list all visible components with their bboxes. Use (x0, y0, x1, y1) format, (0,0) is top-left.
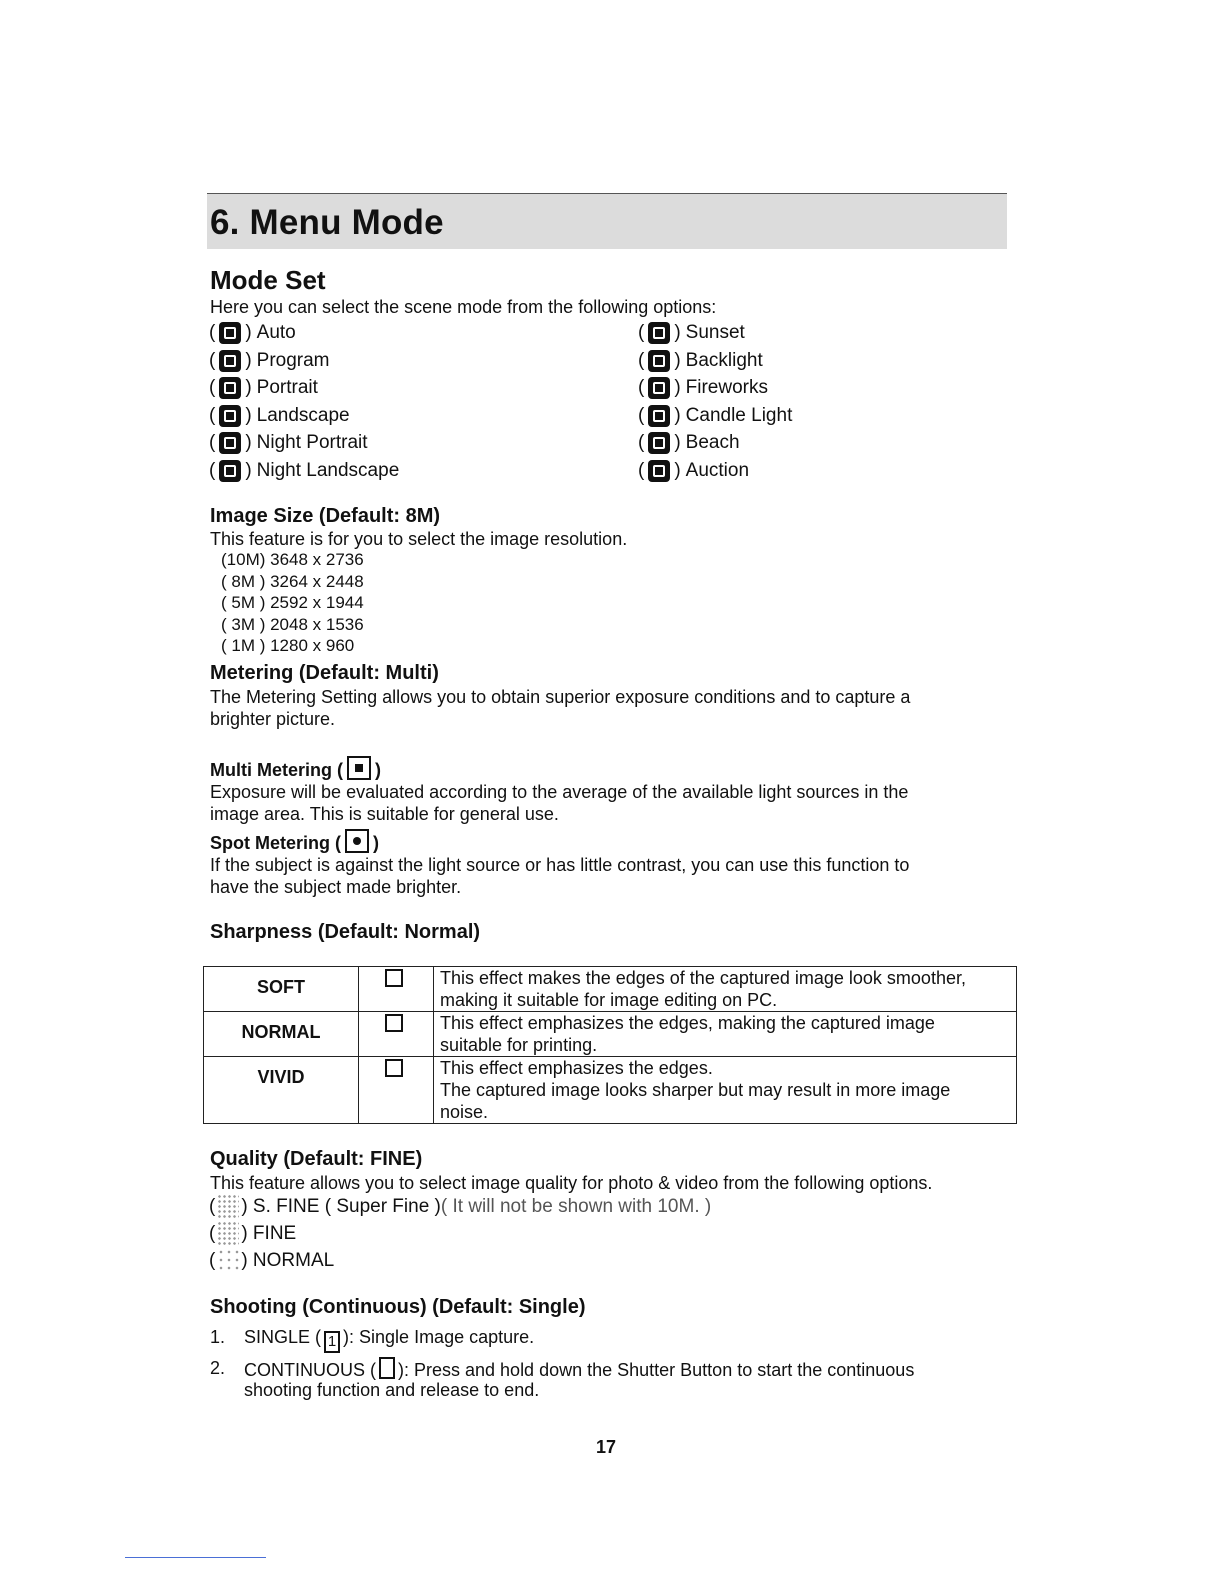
spot-metering-icon (345, 829, 369, 853)
image-size-intro: This feature is for you to select the image resolution. (210, 529, 628, 549)
portrait-icon (219, 377, 241, 399)
scene-option: ( ) Auction (638, 459, 750, 481)
scene-option: ( ) Landscape (209, 404, 350, 426)
beach-icon (648, 432, 670, 454)
list-item: 2. CONTINUOUS ( ): Press and hold down the Shutter Button to start the continuous (210, 1358, 915, 1380)
sharpness-desc: This effect emphasizes the edges, making the captured image suitable for printing. (434, 1012, 1017, 1057)
list-item: ( 1M ) 1280 x 960 (221, 636, 355, 655)
candle-light-icon (648, 405, 670, 427)
mode-set-heading: Mode Set (210, 265, 326, 295)
normal-sharpness-icon-cell (359, 1012, 434, 1057)
auto-icon (219, 322, 241, 344)
scene-option: ( ) Auto (209, 322, 296, 343)
normal-quality-icon (217, 1248, 239, 1274)
sharpness-heading: Sharpness (Default: Normal) (210, 921, 481, 943)
table-row (204, 967, 1017, 1012)
spot-metering-desc-1: If the subject is against the light source or has little contrast, you can use this function to (210, 855, 910, 875)
soft-sharpness-icon-cell (359, 967, 434, 1012)
multi-metering-desc-1: Exposure will be evaluated according to the average of the available light sources in the (210, 782, 909, 802)
soft-sharpness-icon (385, 969, 403, 987)
resolution-list (221, 549, 364, 657)
backlight-icon (648, 350, 670, 372)
quality-option: ( ) FINE (209, 1221, 711, 1247)
sharpness-table (203, 966, 1017, 1124)
list-item: ( 8M ) 3264 x 2448 (221, 571, 364, 591)
scene-option: ( ) Candle Light (638, 404, 793, 426)
scene-option: ( ) Backlight (638, 349, 763, 371)
list-item: ( 5M ) 2592 x 1944 (221, 593, 364, 612)
vivid-sharpness-icon (385, 1059, 403, 1077)
table-row (204, 1057, 1017, 1124)
program-icon (219, 350, 241, 372)
chapter-title: 6. Menu Mode (210, 203, 444, 242)
scene-option: ( ) Sunset (638, 322, 745, 343)
night-landscape-icon (219, 460, 241, 482)
continuous-shot-icon (379, 1357, 395, 1379)
sharpness-name: NORMAL (204, 1012, 359, 1057)
list-item: (10M) 3648 x 2736 (221, 550, 364, 569)
super-fine-icon (217, 1194, 239, 1220)
sharpness-name: VIVID (204, 1057, 359, 1124)
quality-intro: This feature allows you to select image quality for photo & video from the following options. (210, 1173, 933, 1193)
scene-options-left (209, 320, 399, 484)
night-portrait-icon (219, 432, 241, 454)
page-number: 17 (596, 1437, 617, 1457)
fireworks-icon (648, 377, 670, 399)
scene-option: ( ) Portrait (209, 377, 318, 398)
scene-option: ( ) Beach (638, 432, 740, 453)
multi-metering-heading: Multi Metering ( ) (210, 756, 381, 781)
image-size-heading: Image Size (Default: 8M) (210, 505, 441, 527)
metering-heading: Metering (Default: Multi) (210, 662, 439, 684)
single-shot-icon: 1 (324, 1331, 340, 1353)
auction-icon (648, 460, 670, 482)
quality-option: ( ) S. FINE ( Super Fine ) ( It will not be shown with 10M. ) (209, 1194, 711, 1220)
sunset-icon (648, 322, 670, 344)
sharpness-name: SOFT (204, 967, 359, 1012)
metering-intro-1: The Metering Setting allows you to obtain superior exposure conditions and to capture a (210, 687, 911, 707)
shooting-heading: Shooting (Continuous) (Default: Single) (210, 1296, 586, 1318)
mode-set-intro: Here you can select the scene mode from the following options: (210, 297, 717, 317)
continuous-desc-line2: shooting function and release to end. (244, 1380, 540, 1400)
list-item: 1. SINGLE ( 1 ): Single Image capture. (210, 1326, 225, 1348)
multi-metering-desc-2: image area. This is suitable for general use. (210, 804, 559, 824)
multi-metering-icon (347, 756, 371, 780)
vivid-sharpness-icon-cell (359, 1057, 434, 1124)
table-row (204, 1012, 1017, 1057)
quality-heading: Quality (Default: FINE) (210, 1148, 423, 1170)
spot-metering-heading: Spot Metering ( ) (210, 829, 379, 854)
landscape-icon (219, 405, 241, 427)
scene-option: ( ) Night Landscape (209, 459, 400, 481)
footnote-rule (125, 1557, 266, 1558)
scene-options-right (638, 320, 792, 484)
sharpness-desc: This effect makes the edges of the captured image look smoother, making it suitable for image editing on PC. (434, 967, 1017, 1012)
list-item: ( 3M ) 2048 x 1536 (221, 614, 364, 634)
scene-option: ( ) Program (209, 349, 330, 371)
spot-metering-desc-2: have the subject made brighter. (210, 877, 462, 897)
scene-option: ( ) Fireworks (638, 377, 768, 398)
fine-icon (217, 1221, 239, 1247)
normal-sharpness-icon (385, 1014, 403, 1032)
quality-options (209, 1194, 711, 1274)
sharpness-desc: This effect emphasizes the edges. The captured image looks sharper but may result in more image noise. (434, 1057, 1017, 1124)
metering-intro-2: brighter picture. (210, 709, 336, 729)
quality-option: ( ) NORMAL (209, 1248, 711, 1274)
scene-option: ( ) Night Portrait (209, 432, 368, 453)
